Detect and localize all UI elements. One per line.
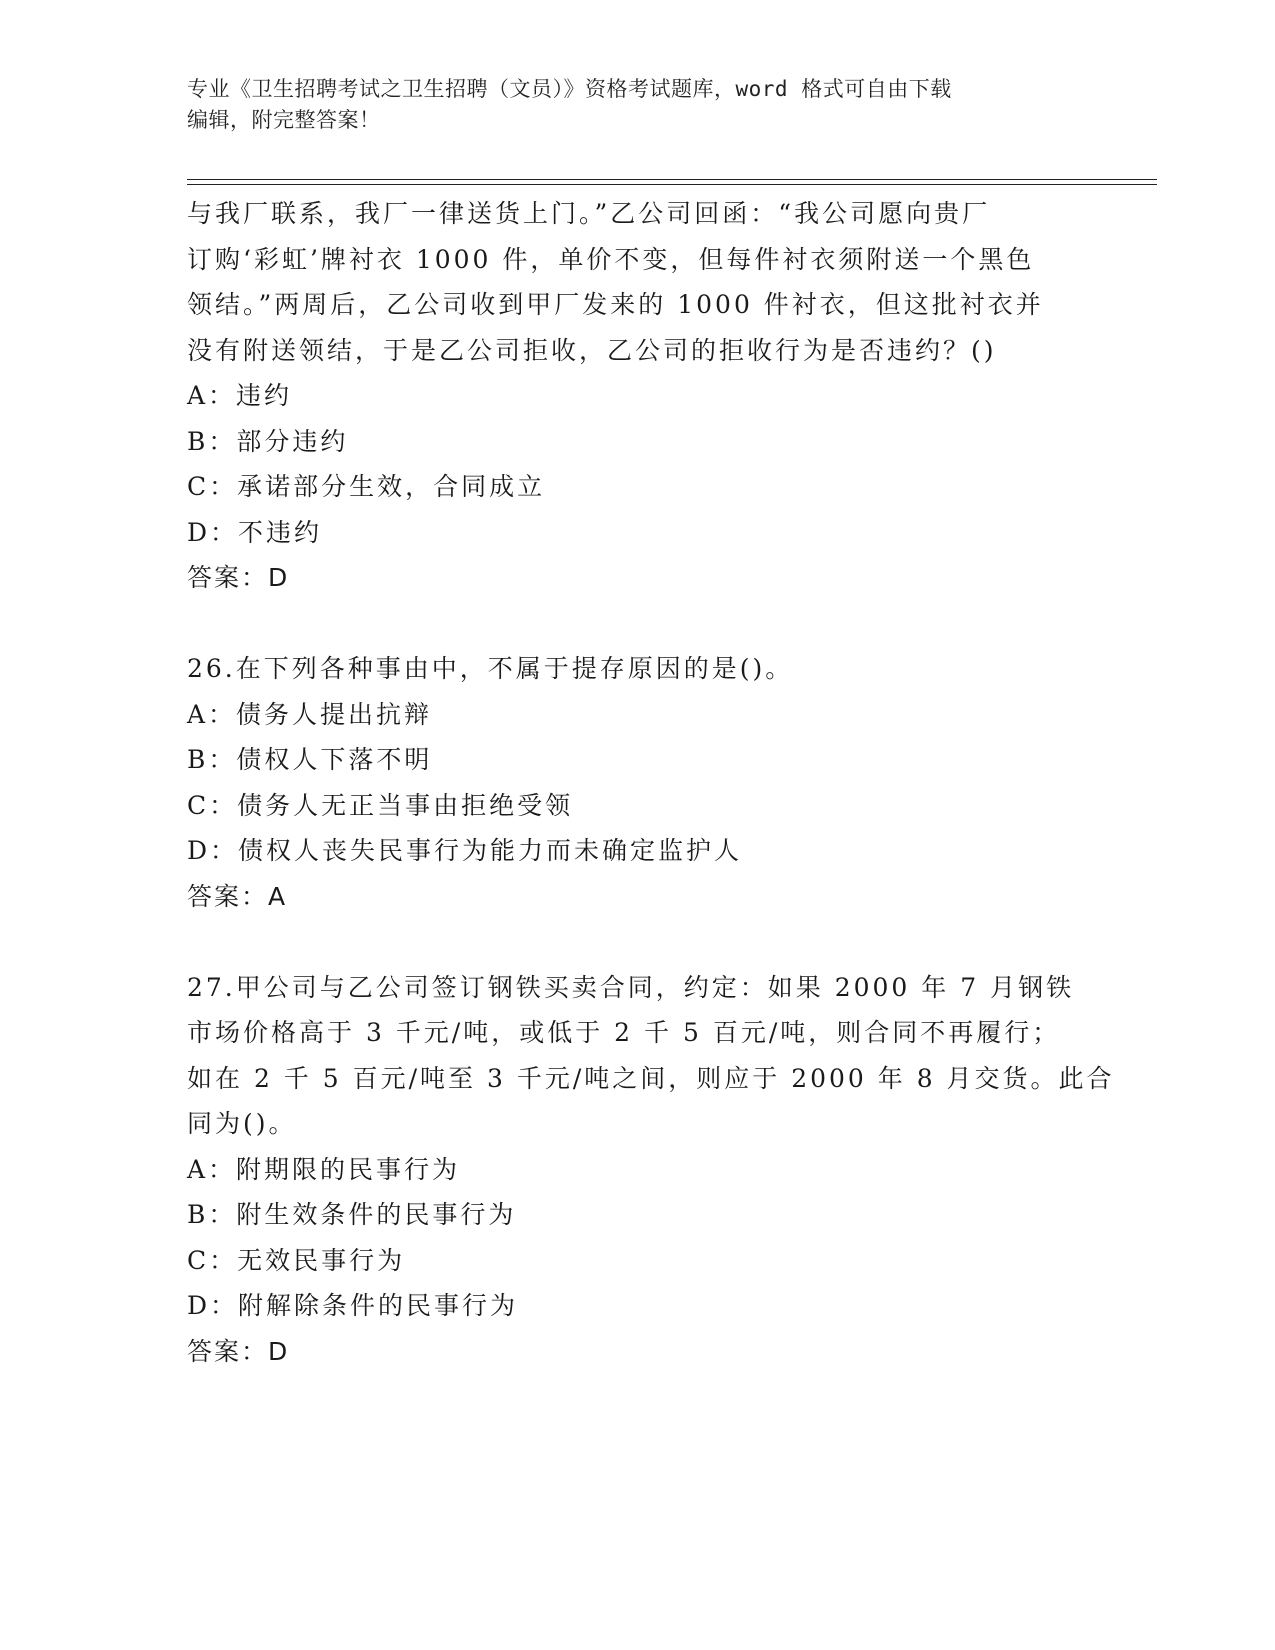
- option-a: A：债务人提出抗辩: [187, 699, 433, 729]
- question-25: [187, 191, 1087, 601]
- question-text-line: 没有附送领结，于是乙公司拒收，乙公司的拒收行为是否违约？(): [187, 335, 997, 365]
- option-d: D：不违约: [187, 517, 323, 547]
- answer-line: 答案：D: [187, 563, 290, 592]
- option-c: C：无效民事行为: [187, 1245, 406, 1275]
- header-divider-top: [187, 179, 1157, 180]
- question-text-line: 领结。”两周后，乙公司收到甲厂发来的 1000 件衬衣，但这批衬衣并: [187, 290, 1044, 319]
- option-c: C：债务人无正当事由拒绝受领: [187, 790, 574, 820]
- option-d: D：债权人丧失民事行为能力而未确定监护人: [187, 836, 743, 865]
- option-c: C：承诺部分生效，合同成立: [187, 472, 546, 501]
- question-spacer: [187, 601, 1087, 647]
- question-text-line: 27.甲公司与乙公司签订钢铁买卖合同，约定：如果 2000 年 7 月钢铁: [187, 972, 1075, 1002]
- question-text-line: 如在 2 千 5 百元/吨至 3 千元/吨之间，则应于 2000 年 8 月交货。此合: [187, 1063, 1115, 1093]
- answer-line: 答案：D: [187, 1336, 290, 1366]
- header-title-line-2: 编辑，附完整答案！: [187, 108, 381, 132]
- question-26: [187, 646, 1087, 919]
- answer-line: 答案：A: [187, 881, 288, 911]
- question-text-line: 订购‘彩虹’牌衬衣 1000 件，单价不变，但每件衬衣须附送一个黑色: [187, 244, 1035, 274]
- option-b: B：附生效条件的民事行为: [187, 1200, 517, 1229]
- document-header: [187, 74, 1067, 136]
- option-a: A：违约: [187, 381, 293, 410]
- header-divider-bottom: [187, 184, 1157, 185]
- option-b: B：部分违约: [187, 426, 349, 456]
- question-text-line: 市场价格高于 3 千元/吨，或低于 2 千 5 百元/吨，则合同不再履行；: [187, 1018, 1061, 1047]
- option-d: D：附解除条件的民事行为: [187, 1291, 519, 1320]
- question-text-line: 26.在下列各种事由中，不属于提存原因的是()。: [187, 654, 794, 683]
- question-content: [187, 191, 1115, 1374]
- option-a: A：附期限的民事行为: [187, 1154, 461, 1184]
- question-27: [187, 965, 1115, 1375]
- question-text-line: 同为()。: [187, 1109, 297, 1138]
- question-text-line: 与我厂联系，我厂一律送货上门。”乙公司回函：“我公司愿向贵厂: [187, 199, 991, 228]
- option-b: B：债权人下落不明: [187, 745, 433, 774]
- question-spacer: [187, 919, 1087, 965]
- header-title-line-1: 专业《卫生招聘考试之卫生招聘（文员）》资格考试题库，word 格式可自由下载: [187, 77, 952, 101]
